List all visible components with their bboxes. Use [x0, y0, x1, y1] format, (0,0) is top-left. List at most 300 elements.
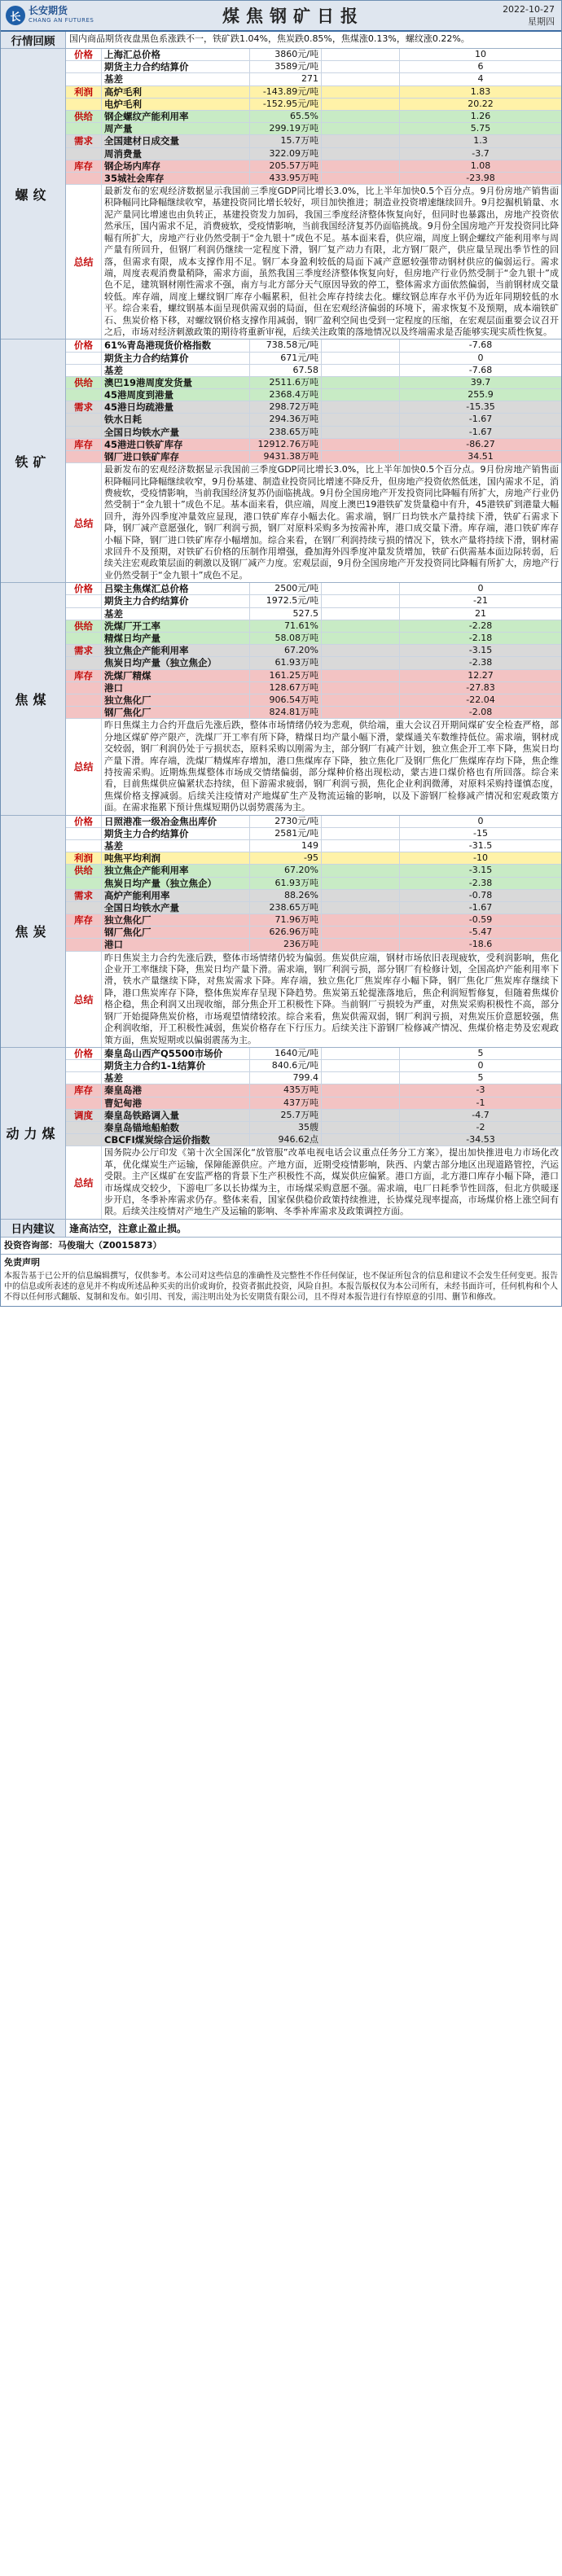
row-value: 67.20%	[250, 645, 322, 656]
table-row	[66, 427, 561, 439]
row-change: 4	[477, 73, 484, 85]
section-body	[66, 1048, 561, 1219]
row-category: 价格	[66, 340, 102, 351]
row-indicator-name: 45港进口铁矿库存	[102, 439, 250, 450]
row-change: -0.78	[468, 889, 493, 900]
row-indicator-name: 钢厂焦化厂	[102, 707, 250, 718]
row-category	[66, 451, 102, 462]
summary-label: 总结	[66, 1146, 102, 1218]
row-unit	[322, 707, 400, 718]
row-change: 1.83	[470, 85, 491, 97]
row-category	[66, 927, 102, 938]
row-value: 433.95万吨	[250, 173, 322, 184]
row-indicator-name: 独立焦企产能利用率	[102, 645, 250, 656]
table-row	[66, 173, 561, 185]
row-change: 6	[477, 61, 484, 72]
table-row	[66, 670, 561, 682]
row-change: 5	[477, 1072, 484, 1084]
row-indicator-name: 钢厂焦化厂	[102, 927, 250, 938]
row-category	[66, 633, 102, 644]
row-indicator-name: 全国日均铁水产量	[102, 902, 250, 913]
row-indicator-name: 基差	[102, 840, 250, 852]
table-row	[66, 1072, 561, 1084]
row-unit	[322, 401, 400, 413]
row-change: -1	[476, 1097, 485, 1108]
section-2	[1, 583, 561, 815]
row-value: -95	[250, 852, 322, 864]
row-change: -2.28	[468, 620, 493, 631]
table-row	[66, 1048, 561, 1060]
row-value: 71.61%	[250, 620, 322, 632]
row-change: -22.04	[466, 694, 495, 705]
table-row	[66, 1084, 561, 1097]
section-3	[1, 816, 561, 1048]
disclaimer-title: 免责声明	[4, 1256, 40, 1268]
row-change: -2.38	[468, 877, 493, 888]
row-change: -27.83	[466, 681, 495, 693]
row-change: -21	[473, 595, 488, 607]
row-unit	[322, 451, 400, 462]
row-category	[66, 73, 102, 85]
row-category: 需求	[66, 890, 102, 901]
row-value: 236万吨	[250, 939, 322, 950]
report-date-block	[463, 3, 561, 28]
table-row	[66, 86, 561, 99]
row-value: 437万吨	[250, 1097, 322, 1109]
row-indicator-name: 秦皇岛港	[102, 1084, 250, 1096]
table-row	[66, 608, 561, 620]
row-category: 库存	[66, 670, 102, 681]
row-value: 3589元/吨	[250, 61, 322, 72]
row-unit	[322, 173, 400, 184]
row-indicator-name: 独立焦化厂	[102, 694, 250, 706]
table-row	[66, 73, 561, 85]
row-indicator-name: 电炉毛利	[102, 99, 250, 110]
section-summary	[66, 463, 561, 582]
row-indicator-name: 焦炭日均产量（独立焦企）	[102, 878, 250, 889]
row-unit	[322, 878, 400, 889]
row-category: 价格	[66, 816, 102, 827]
row-category: 库存	[66, 439, 102, 450]
row-unit	[322, 1110, 400, 1121]
table-row	[66, 816, 561, 828]
row-category: 供给	[66, 620, 102, 632]
row-indicator-name: 澳巴19港周度发货量	[102, 377, 250, 388]
row-category: 库存	[66, 914, 102, 926]
row-change: -1.67	[468, 426, 493, 437]
row-category	[66, 414, 102, 425]
row-indicator-name: 周消费量	[102, 148, 250, 160]
row-unit	[322, 123, 400, 134]
section-4	[1, 1048, 561, 1220]
table-row	[66, 865, 561, 877]
row-unit	[322, 914, 400, 926]
row-category	[66, 99, 102, 110]
table-row	[66, 890, 561, 902]
row-unit	[322, 49, 400, 60]
row-unit	[322, 682, 400, 694]
row-value: 238.65万吨	[250, 902, 322, 913]
row-unit	[322, 583, 400, 594]
row-indicator-name: 全国建材日成交量	[102, 135, 250, 147]
row-category	[66, 608, 102, 620]
row-indicator-name: 曹妃甸港	[102, 1097, 250, 1109]
report-header	[1, 1, 561, 32]
row-unit	[322, 927, 400, 938]
row-indicator-name: 基差	[102, 608, 250, 620]
row-value: 2368.4万吨	[250, 389, 322, 401]
row-change: -34.53	[466, 1134, 495, 1146]
table-row	[66, 61, 561, 73]
advice-text: 逢高沽空，注意止盈止损。	[69, 1222, 187, 1234]
row-value: 435万吨	[250, 1084, 322, 1096]
row-unit	[322, 1048, 400, 1059]
section-body	[66, 340, 561, 582]
table-row	[66, 707, 561, 719]
row-category: 供给	[66, 865, 102, 876]
row-unit	[322, 73, 400, 85]
row-change: -2.38	[468, 657, 493, 668]
row-value: 25.7万吨	[250, 1110, 322, 1121]
row-value: 738.58元/吨	[250, 340, 322, 351]
row-change: 255.9	[468, 389, 494, 401]
row-change: -1.67	[468, 901, 493, 913]
row-category	[66, 939, 102, 950]
row-category	[66, 173, 102, 184]
row-indicator-name: 铁水日耗	[102, 414, 250, 425]
row-category: 供给	[66, 111, 102, 122]
row-unit	[322, 365, 400, 376]
row-indicator-name: 钢企螺纹产能利用率	[102, 111, 250, 122]
row-indicator-name: 焦炭日均产量（独立焦企）	[102, 657, 250, 668]
summary-text: 最新发布的宏观经济数据显示我国前三季度GDP同比增长3.0%，比上半年加快0.5个百分点。9月份房地产销售面积降幅同比降幅继续收窄，基建投资同比增长较好，项目加快推进；制造业投资增速继续回升。9月挖掘机销量、水泥产量同比增速也由负转正，基建投资发力加码，我国三季度经济整体恢复向好，但同时也暴露出，房地产投资依然承压，国内需求不足，消费疲软，受疫情影响，当前我国经济复苏仍面临挑战。9月份全国房地产开发投资同比降幅有所扩大，房地产行业仍然受制于“金九银十”成色不足。基本面来看，供应端，周度上钢企螺纹产能利用率与周产量有所回升，但钢厂利润仍继续一定程度下滑，钢厂复产动力有限，北方钢厂限产，供应量呈现出季节性的回落，但需求有限，成本支撑作用不足。钢厂本身盈利较低的局面下减产意愿较强带动钢材供应的偏弱运行。需求端，周度表观消费量稍降，需求方面，虽然我国三季度经济整体恢复向好，但房地产行业仍然受制于“金九银十”成色不足，建筑钢材刚性需求不强，南方与北方部分天气原因导致的停工，整体需求方面依然偏弱，当前钢材成交量较低。库存端，周度上螺纹钢厂库存小幅累积，但社会库存持续去化。螺纹钢总库存水平仍为近年同期较低的水平。综合来看，螺纹钢基本面呈现供需双弱的局面，但在宏观经济偏弱的环境下，需求恢复不及预期，成本端铁矿石、焦炭价格下移，对螺纹钢价格支撑作用减弱，钢厂盈利空间也受到一定程度的压缩，在宏观层面重要会议召开之后，市场对经济刺激政策的期待将重新审视，后续关注政策的落地情况以及终端需求是否能够实现实质性恢复。	[104, 186, 559, 337]
table-row	[66, 1122, 561, 1134]
commodity-sections	[1, 49, 561, 1220]
row-value: 205.57万吨	[250, 160, 322, 172]
row-change: -7.68	[468, 340, 493, 351]
row-unit	[322, 1097, 400, 1109]
table-row	[66, 927, 561, 939]
row-value: 799.4	[250, 1072, 322, 1084]
row-indicator-name: 期货主力合约结算价	[102, 595, 250, 607]
table-row	[66, 828, 561, 840]
row-category	[66, 840, 102, 852]
logo-en-text: CHANG AN FUTURES	[29, 17, 94, 24]
row-category	[66, 1122, 102, 1133]
row-unit	[322, 160, 400, 172]
row-unit	[322, 414, 400, 425]
row-indicator-name: 高炉毛利	[102, 86, 250, 98]
row-change: -2	[476, 1122, 485, 1133]
table-row	[66, 414, 561, 426]
row-value: 61.93万吨	[250, 878, 322, 889]
report-title: 煤焦钢矿日报	[222, 6, 364, 26]
row-change: -4.7	[472, 1109, 490, 1120]
row-category	[66, 148, 102, 160]
row-category	[66, 427, 102, 438]
summary-text: 昨日焦煤主力合约开盘后先涨后跌，整体市场情绪仍较为悲观，供给端，重大会议召开期间煤矿安全检查严格，部分地区煤矿停产限产，洗煤厂开工率有所下降，精煤日均产量小幅下滑，蒙煤通关车数维持低位。需求端，钢材成交较弱，钢厂利润仍处于亏损状态，原料采购以刚需为主，部分钢厂有减产计划，独立焦企开工率下降，焦炭日均产量下滑。库存端，洗煤厂精煤库存增加，港口焦煤库存下降，独立焦化厂及钢厂焦化厂焦煤库存均下降，焦企维持按需采购。近期炼焦煤整体市场成交情绪偏弱，部分煤种价格出现松动，蒙古进口煤价格也有所回落。综合来看，目前焦煤供应偏紧状态持续，但下游需求疲弱，钢厂利润亏损，焦化企业利润微薄，对原料采购持谨慎态度，焦煤价格支撑减弱。后续关注疫情对产地煤矿生产及物流运输的影响，以及下游钢厂检修减产情况和宏观政策方面。在需求拖累下预计焦煤短期仍以弱势震荡为主。	[104, 720, 559, 813]
table-row	[66, 1110, 561, 1122]
row-value: 35艘	[250, 1122, 322, 1133]
table-row	[66, 620, 561, 633]
row-value: 128.67万吨	[250, 682, 322, 694]
table-row	[66, 1097, 561, 1110]
row-unit	[322, 816, 400, 827]
row-indicator-name: 吕梁主焦煤汇总价格	[102, 583, 250, 594]
row-change: 0	[477, 583, 484, 594]
section-summary	[66, 952, 561, 1047]
row-indicator-name: 期货主力合约结算价	[102, 353, 250, 364]
row-value: 294.36万吨	[250, 414, 322, 425]
row-value: 88.26%	[250, 890, 322, 901]
row-indicator-name: 精煤日均产量	[102, 633, 250, 644]
row-change: -7.68	[468, 364, 493, 375]
table-row	[66, 878, 561, 890]
row-change: 1.3	[473, 135, 488, 147]
row-change: 21	[475, 607, 486, 619]
row-value: 15.7万吨	[250, 135, 322, 147]
logo-mark-icon: 长	[6, 6, 25, 25]
row-value: 65.5%	[250, 111, 322, 122]
row-category	[66, 353, 102, 364]
summary-label: 总结	[66, 719, 102, 814]
summary-label: 总结	[66, 185, 102, 339]
section-0	[1, 49, 561, 340]
disclaimer-text: 本报告基于已公开的信息编辑撰写，仅供参考。本公司对这些信息的准确性及完整性不作任何保证，也不保证所包含的信息和建议不会发生任何变更。报告中的信息或所表述的意见并不构成所述品种买卖的出价或询价，投资者据此投资，风险自担。本报告版权仅为本公司所有，未经书面许可，任何机构和个人不得以任何形式翻版、复制和发布。如引用、刊发，需注明出处为长安期货有限公司，且不得对本报告进行有悖原意的引用、删节和修改。	[4, 1271, 558, 1302]
section-summary	[66, 1146, 561, 1218]
table-row	[66, 160, 561, 173]
row-category: 库存	[66, 1084, 102, 1096]
row-value: 322.09万吨	[250, 148, 322, 160]
table-row	[66, 583, 561, 595]
report-weekday: 星期四	[528, 16, 555, 27]
row-value: 840.6元/吨	[250, 1060, 322, 1071]
section-label: 铁矿	[1, 340, 66, 582]
row-unit	[322, 694, 400, 706]
row-unit	[322, 353, 400, 364]
row-category	[66, 389, 102, 401]
row-value: 2511.6万吨	[250, 377, 322, 388]
summary-label: 总结	[66, 463, 102, 582]
row-unit	[322, 902, 400, 913]
row-value: 9431.38万吨	[250, 451, 322, 462]
row-value: 1972.5元/吨	[250, 595, 322, 607]
table-row	[66, 401, 561, 414]
row-category	[66, 123, 102, 134]
row-indicator-name: 基差	[102, 1072, 250, 1084]
table-row	[66, 99, 561, 111]
row-indicator-name: 35城社会库存	[102, 173, 250, 184]
intraday-advice	[1, 1220, 561, 1238]
row-change: 5.75	[470, 123, 491, 134]
row-category: 价格	[66, 583, 102, 594]
analyst-info: 投资咨询部：马俊瑞大（Z0015873）	[1, 1238, 561, 1255]
row-indicator-name: 洗煤厂开工率	[102, 620, 250, 632]
row-indicator-name: 独立焦化厂	[102, 914, 250, 926]
row-indicator-name: 洗煤厂精煤	[102, 670, 250, 681]
row-change: -23.98	[466, 172, 495, 183]
row-unit	[322, 377, 400, 388]
row-change: -3.15	[468, 865, 493, 876]
row-value: 824.81万吨	[250, 707, 322, 718]
row-category: 需求	[66, 645, 102, 656]
row-indicator-name: 吨焦平均利润	[102, 852, 250, 864]
table-row	[66, 451, 561, 463]
row-change: 10	[475, 49, 486, 59]
row-value: 906.54万吨	[250, 694, 322, 706]
row-indicator-name: 日照港准一级冶金焦出库价	[102, 816, 250, 827]
row-value: 2730元/吨	[250, 816, 322, 827]
row-indicator-name: 期货主力合约结算价	[102, 61, 250, 72]
table-row	[66, 49, 561, 61]
row-value: 946.62点	[250, 1134, 322, 1146]
row-category: 价格	[66, 1048, 102, 1059]
row-indicator-name: 港口	[102, 682, 250, 694]
row-category	[66, 878, 102, 889]
table-row	[66, 939, 561, 951]
row-change: -86.27	[466, 438, 495, 449]
company-logo	[1, 6, 123, 25]
row-change: -2.18	[468, 633, 493, 644]
advice-label: 日内建议	[1, 1220, 66, 1237]
row-unit	[322, 340, 400, 351]
row-change: 0	[477, 815, 484, 826]
row-category: 库存	[66, 160, 102, 172]
table-row	[66, 353, 561, 365]
row-value: 149	[250, 840, 322, 852]
row-unit	[322, 1122, 400, 1133]
row-change: 0	[477, 1060, 484, 1071]
table-row	[66, 914, 561, 927]
row-unit	[322, 620, 400, 632]
row-change: -1.67	[468, 414, 493, 425]
row-value: 238.65万吨	[250, 427, 322, 438]
row-unit	[322, 939, 400, 950]
row-unit	[322, 828, 400, 839]
row-indicator-name: 期货主力合约结算价	[102, 828, 250, 839]
row-category	[66, 657, 102, 668]
row-value: 12912.76万吨	[250, 439, 322, 450]
market-review-label: 行情回顾	[1, 32, 66, 48]
row-indicator-name: 基差	[102, 73, 250, 85]
row-category: 利润	[66, 86, 102, 98]
row-indicator-name: 45港周度到港量	[102, 389, 250, 401]
row-change: -3.7	[472, 147, 490, 159]
row-category: 需求	[66, 135, 102, 147]
row-unit	[322, 389, 400, 401]
row-indicator-name: CBCFI煤炭综合运价指数	[102, 1134, 250, 1146]
market-review-text: 国内商品期货夜盘黑色系涨跌不一，铁矿跌1.04%，焦炭跌0.85%，焦煤涨0.13%，螺纹涨0.22%。	[69, 33, 470, 44]
table-row	[66, 657, 561, 669]
row-category	[66, 828, 102, 839]
row-unit	[322, 439, 400, 450]
row-unit	[322, 890, 400, 901]
row-value: 1640元/吨	[250, 1048, 322, 1059]
row-unit	[322, 670, 400, 681]
row-unit	[322, 657, 400, 668]
row-unit	[322, 427, 400, 438]
row-unit	[322, 1060, 400, 1071]
table-row	[66, 135, 561, 147]
row-change: 0	[477, 352, 484, 363]
table-row	[66, 645, 561, 657]
row-unit	[322, 608, 400, 620]
section-label: 焦炭	[1, 816, 66, 1047]
row-change: -3.15	[468, 645, 493, 656]
row-category	[66, 1060, 102, 1071]
market-review	[1, 32, 561, 49]
row-indicator-name: 独立焦企产能利用率	[102, 865, 250, 876]
row-unit	[322, 645, 400, 656]
row-change: -15.35	[466, 401, 495, 413]
row-indicator-name: 钢企场内库存	[102, 160, 250, 172]
row-indicator-name: 高炉产能利用率	[102, 890, 250, 901]
logo-cn-text: 长安期货	[29, 5, 68, 16]
table-row	[66, 340, 561, 352]
row-value: 3860元/吨	[250, 49, 322, 60]
row-value: 671元/吨	[250, 353, 322, 364]
table-row	[66, 694, 561, 707]
row-unit	[322, 86, 400, 98]
section-label: 动力煤	[1, 1048, 66, 1219]
row-unit	[322, 1084, 400, 1096]
section-summary	[66, 185, 561, 339]
row-change: -3	[476, 1084, 485, 1096]
row-change: -5.47	[468, 927, 493, 938]
table-row	[66, 111, 561, 123]
table-row	[66, 377, 561, 389]
table-row	[66, 389, 561, 401]
row-category	[66, 365, 102, 376]
section-label: 焦煤	[1, 583, 66, 814]
row-unit	[322, 633, 400, 644]
summary-text: 国务院办公厅印发《第十次全国深化“放管服”改革电视电话会议重点任务分工方案》，提出加快推进电力市场化改革，优化煤炭生产运输，保障能源供应。产地方面，近期受疫情影响，陕西、内蒙古部分地区出现道路管控，汽运受限。主产区煤矿在安监严格的背景下生产积极性不高，煤炭供应偏紧。港口方面，北方港口库存小幅下降，港口市场煤成交较少，下游电厂多以长协煤为主，市场煤采购意愿不强。需求端，电厂日耗季节性回落，但北方供暖逐步开启，冬季补库需求仍存。整体来看，国家保供稳价政策持续推进，长协煤兑现率提高，市场煤价格上涨空间有限。后续关注疫情对产地生产及运输的影响、冬季补库需求及政策调控方面。	[104, 1147, 559, 1217]
row-indicator-name: 周产量	[102, 123, 250, 134]
row-category	[66, 61, 102, 72]
row-indicator-name: 上海汇总价格	[102, 49, 250, 60]
row-unit	[322, 111, 400, 122]
row-category	[66, 1097, 102, 1109]
row-unit	[322, 852, 400, 864]
table-row	[66, 148, 561, 160]
table-row	[66, 633, 561, 645]
row-category	[66, 1134, 102, 1146]
row-unit	[322, 840, 400, 852]
table-row	[66, 852, 561, 865]
row-unit	[322, 61, 400, 72]
row-category	[66, 902, 102, 913]
row-value: -143.89元/吨	[250, 86, 322, 98]
row-indicator-name: 港口	[102, 939, 250, 950]
row-change: -2.08	[468, 707, 493, 718]
row-change: -31.5	[468, 839, 493, 851]
row-indicator-name: 秦皇岛锚地船舶数	[102, 1122, 250, 1133]
row-unit	[322, 148, 400, 160]
table-row	[66, 682, 561, 694]
row-unit	[322, 135, 400, 147]
row-category	[66, 682, 102, 694]
row-change: 39.7	[470, 376, 491, 388]
table-row	[66, 1134, 561, 1146]
row-category	[66, 1072, 102, 1084]
row-value: 61.93万吨	[250, 657, 322, 668]
section-body	[66, 816, 561, 1047]
row-indicator-name: 秦皇岛铁路调入量	[102, 1110, 250, 1121]
table-row	[66, 123, 561, 135]
table-row	[66, 840, 561, 852]
section-body	[66, 583, 561, 814]
row-value: -152.95元/吨	[250, 99, 322, 110]
